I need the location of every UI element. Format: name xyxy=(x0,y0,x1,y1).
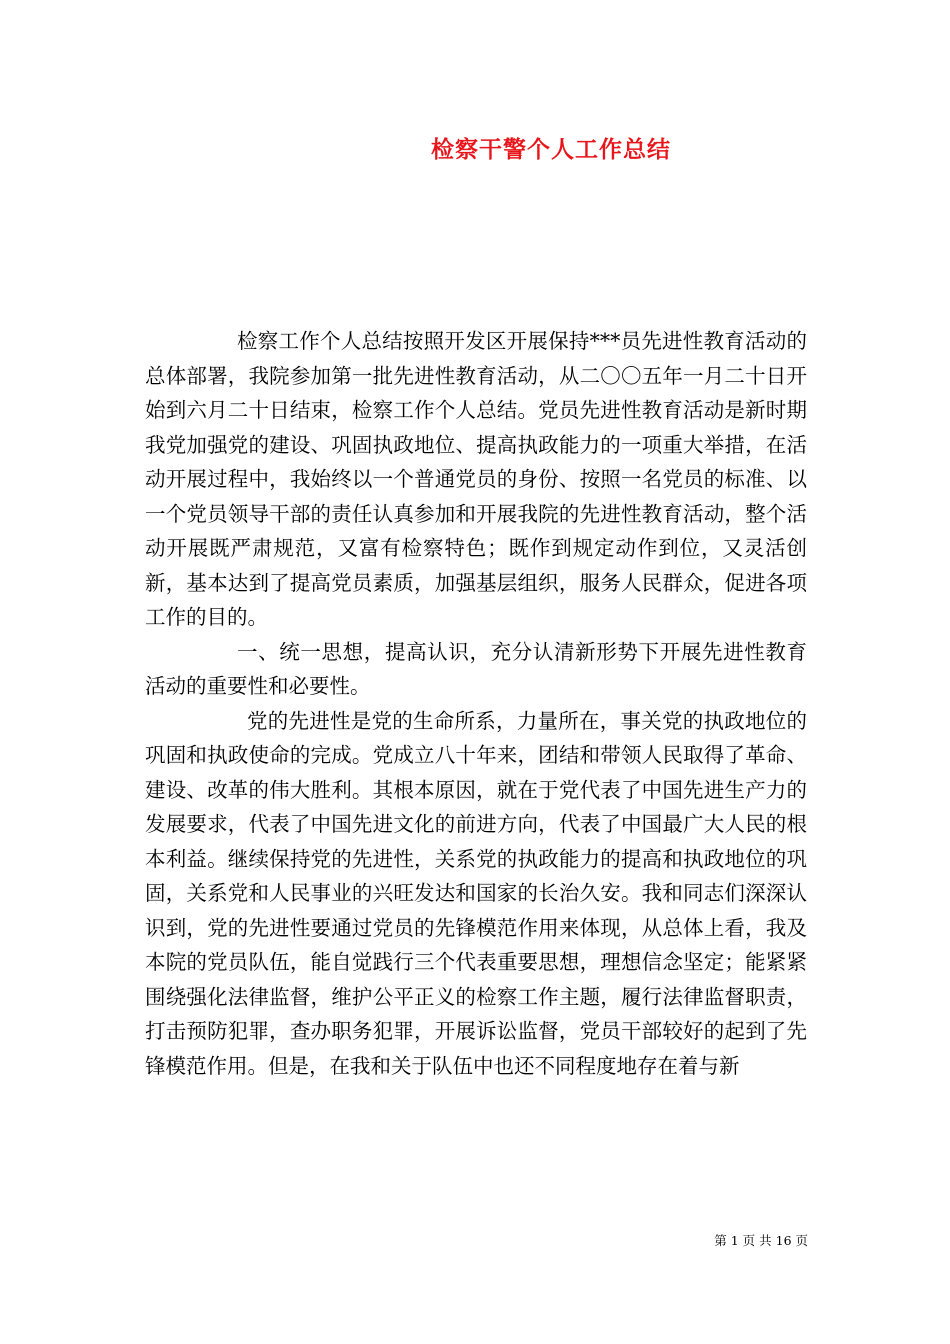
page-number-footer: 第 1 页 共 16 页 xyxy=(714,1233,808,1248)
paragraph-intro: 检察工作个人总结按照开发区开展保持***员先进性教育活动的总体部署，我院参加第一批先进性教育活动，从二〇〇五年一月二十日开始到六月二十日结束，检察工作个人总结。党员先进性教育活动是新时期我党加强党的建设、巩固执政地位、提高执政能力的一项重大举措，在活动开展过程中，我始终以一个普通党员的身份、按照一名党员的标准、以一个党员领导干部的责任认真参加和开展我院的先进性教育活动，整个活动开展既严肃规范，又富有检察特色；既作到规定动作到位，又灵活创新，基本达到了提高党员素质，加强基层组织，服务人民群众，促进各项工作的目的。 xyxy=(145,329,807,629)
document-title: 检察干警个人工作总结 xyxy=(431,137,671,163)
paragraph-party-advancement: 党的先进性是党的生命所系，力量所在，事关党的执政地位的巩固和执政使命的完成。党成立八十年来，团结和带领人民取得了革命、建设、改革的伟大胜利。其根本原因，就在于党代表了中国先进生产力的发展要求，代表了中国先进文化的前进方向，代表了中国最广大人民的根本利益。继续保持党的先进性，关系党的执政能力的提高和执政地位的巩固，关系党和人民事业的兴旺发达和国家的长治久安。我和同志们深深认识到，党的先进性要通过党员的先锋模范作用来体现，从总体上看，我及本院的党员队伍，能自觉践行三个代表重要思想，理想信念坚定；能紧紧围绕强化法律监督，维护公平正义的检察工作主题，履行法律监督职责，打击预防犯罪，查办职务犯罪，开展诉讼监督，党员干部较好的起到了先锋模范作用。但是，在我和关于队伍中也还不同程度地存在着与新 xyxy=(145,708,807,1078)
document-body xyxy=(145,324,807,1083)
paragraph-section-heading: 一、统一思想，提高认识，充分认清新形势下开展先进性教育活动的重要性和必要性。 xyxy=(145,639,807,698)
